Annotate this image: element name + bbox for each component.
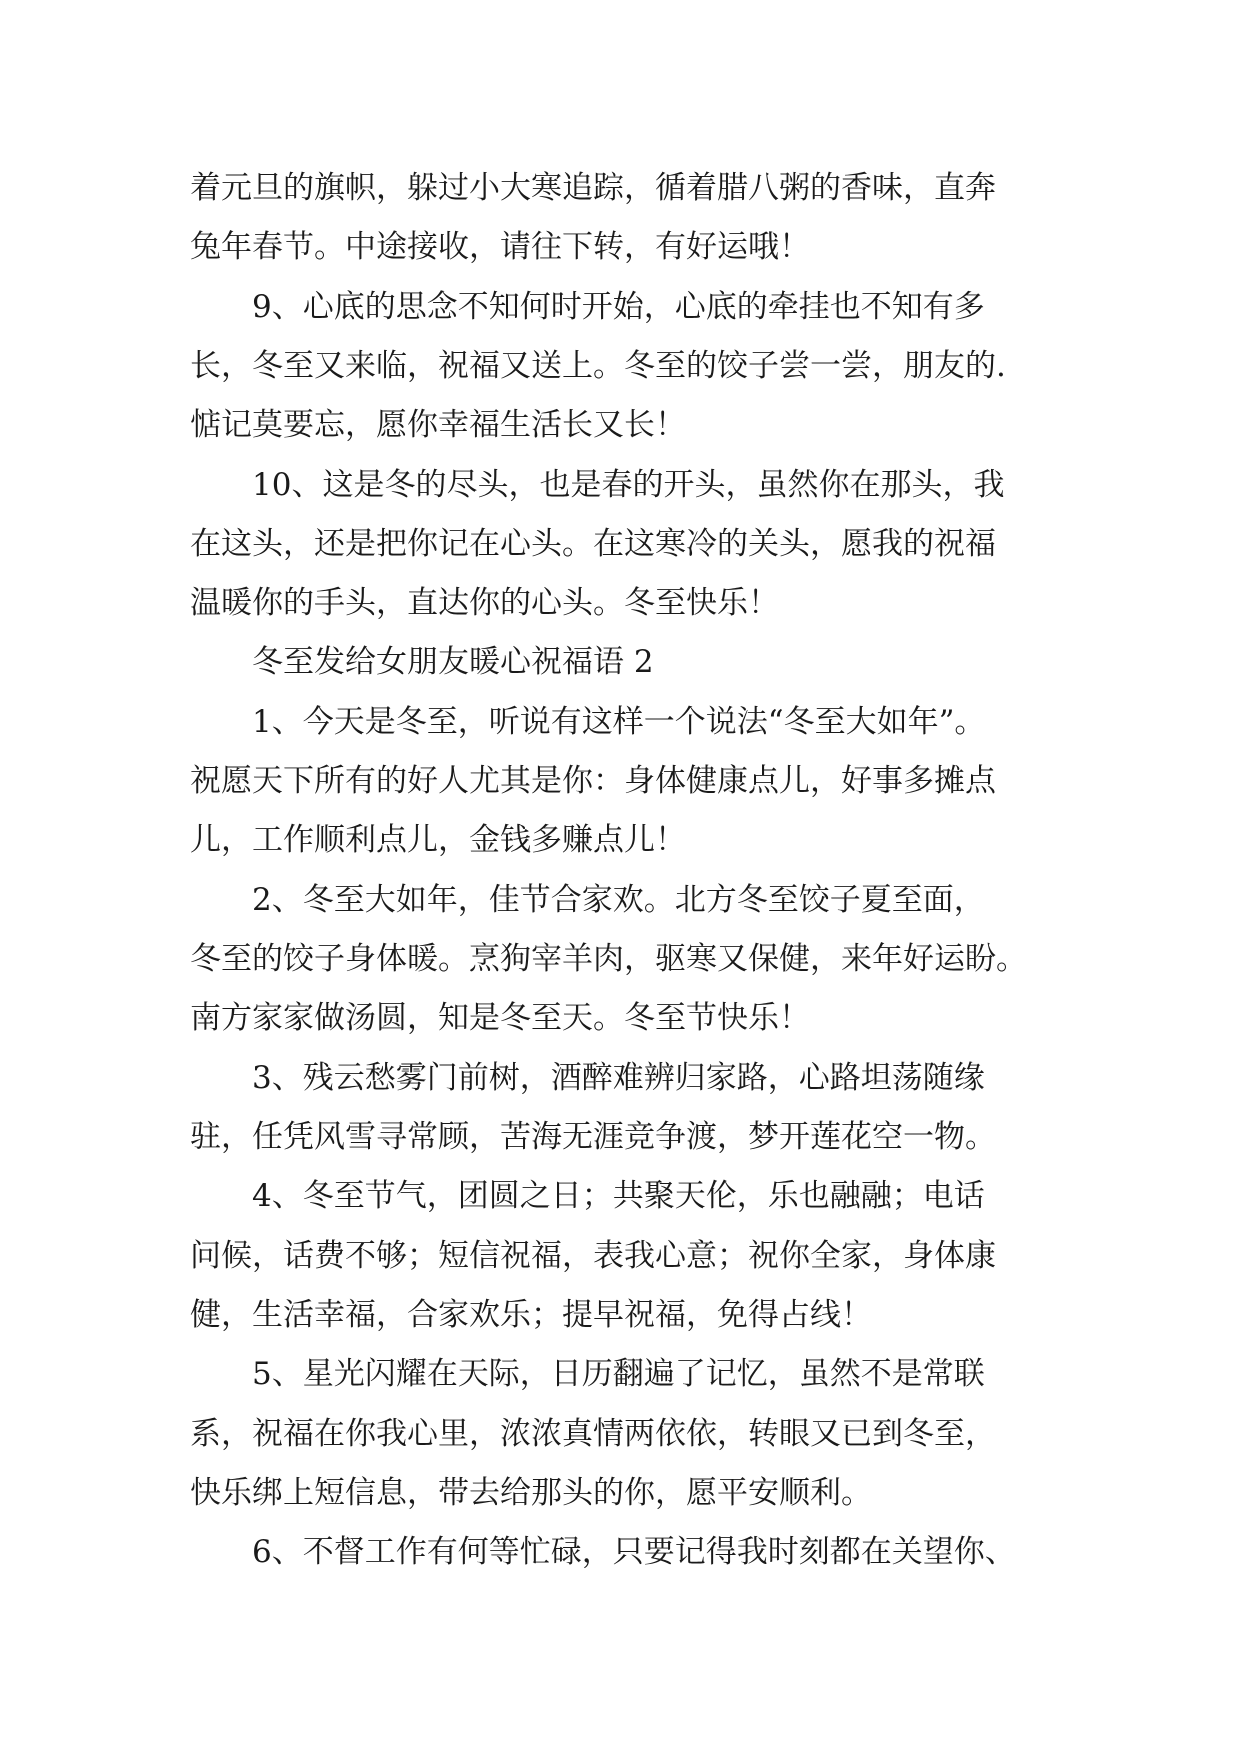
item-9-line: 9、心底的思念不知何时开始，心底的牵挂也不知有多: [252, 289, 985, 325]
item-10-line: 10、这是冬的尽头，也是春的开头，虽然你在那头，我: [252, 467, 1005, 503]
text-line: 惦记莫要忘，愿你幸福生活长又长！: [190, 407, 686, 443]
text-line: 着元旦的旗帜，躲过小大寒追踪，循着腊八粥的香味，直奔: [190, 170, 996, 206]
item-1-line: 1、今天是冬至，听说有这样一个说法“冬至大如年”。: [252, 704, 986, 740]
text-line: 祝愿天下所有的好人尤其是你：身体健康点儿，好事多摊点: [190, 763, 996, 799]
text-line: 冬至的饺子身体暖。烹狗宰羊肉，驱寒又保健，来年好运盼。: [190, 941, 1027, 977]
item-4-line: 4、冬至节气，团圆之日；共聚天伦，乐也融融；电话: [252, 1178, 985, 1214]
text-line: 问候，话费不够；短信祝福，表我心意；祝你全家，身体康: [190, 1238, 996, 1274]
text-line: 系，祝福在你我心里，浓浓真情两依依，转眼又已到冬至，: [190, 1416, 996, 1452]
item-5-line: 5、星光闪耀在天际，日历翻遍了记忆，虽然不是常联: [252, 1356, 985, 1392]
text-line: 儿，工作顺利点儿，金钱多赚点儿！: [190, 822, 686, 858]
item-6-line: 6、不督工作有何等忙碌，只要记得我时刻都在关望你、: [252, 1534, 1016, 1570]
text-line: 健，生活幸福，合家欢乐；提早祝福，免得占线！: [190, 1297, 872, 1333]
text-line: 在这头，还是把你记在心头。在这寒冷的关头，愿我的祝福: [190, 526, 996, 562]
text-line: 温暖你的手头，直达你的心头。冬至快乐！: [190, 585, 779, 621]
text-line: 兔年春节。中途接收，请往下转，有好运哦！: [190, 229, 810, 265]
item-3-line: 3、残云愁雾门前树，酒醉难辨归家路，心路坦荡随缘: [252, 1060, 985, 1096]
item-2-line: 2、冬至大如年，佳节合家欢。北方冬至饺子夏至面，: [252, 882, 985, 918]
section-heading: 冬至发给女朋友暖心祝福语 2: [252, 644, 654, 680]
text-line: 南方家家做汤圆，知是冬至天。冬至节快乐！: [190, 1000, 810, 1036]
text-line: 驻，任凭风雪寻常顾，苦海无涯竞争渡，梦开莲花空一物。: [190, 1119, 996, 1155]
text-line: 长，冬至又来临，祝福又送上。冬至的饺子尝一尝，朋友的.: [190, 348, 1006, 384]
text-line: 快乐绑上短信息，带去给那头的你，愿平安顺利。: [190, 1475, 872, 1511]
